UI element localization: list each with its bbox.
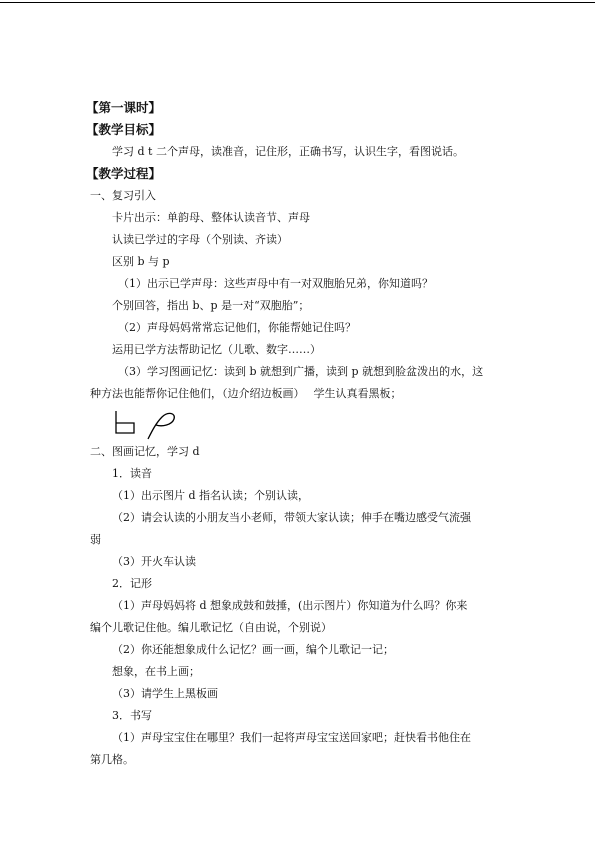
text-line: 2．记形 xyxy=(112,577,152,590)
text-line: 第几格。 xyxy=(90,753,134,766)
text-line: 运用已学方法帮助记忆（儿歌、数字……） xyxy=(112,343,321,356)
section-learn-d: 二、图画记忆，学习 d xyxy=(90,445,200,458)
b-p-sketch-icon xyxy=(112,409,182,441)
text-line: （2）声母妈妈常常忘记他们，你能帮她记住吗？ xyxy=(118,321,356,334)
heading-process: 【教学过程】 xyxy=(86,166,162,181)
board-sketch xyxy=(90,405,505,441)
text-line: （3）开火车认读 xyxy=(112,555,196,568)
heading-lesson-one: 【第一课时】 xyxy=(86,100,162,115)
text-line: 种方法也能帮你记住他们，（边介绍边板画） 学生认真看黑板； xyxy=(90,387,402,400)
text-line: 弱 xyxy=(90,533,101,546)
text-line: 1．读音 xyxy=(112,467,152,480)
text-line: （3）学习图画记忆：读到 b 就想到广播，读到 p 就想到脸盆泼出的水，这 xyxy=(118,365,484,378)
text-line: 个别回答，指出 b、p 是一对“双胞胎”； xyxy=(112,299,310,312)
text-line: （1）声母宝宝住在哪里？我们一起将声母宝宝送回家吧；赶快看书他住在 xyxy=(112,731,471,744)
text-line: （2）请会认读的小朋友当小老师，带领大家认读；伸手在嘴边感受气流强 xyxy=(112,511,471,524)
document-body xyxy=(86,97,505,771)
section-review: 一、复习引入 xyxy=(90,189,156,202)
objective-text: 学习 d t 二个声母，读准音，记住形，正确书写，认识生字，看图说话。 xyxy=(112,145,464,158)
text-line: （1）出示图片 d 指名认读；个别认读， xyxy=(112,489,310,502)
text-line: 3．书写 xyxy=(112,709,152,722)
heading-objectives: 【教学目标】 xyxy=(86,122,162,137)
text-line: （1）出示已学声母：这些声母中有一对双胞胎兄弟，你知道吗？ xyxy=(118,277,433,290)
text-line: （1）声母妈妈将 d 想象成鼓和鼓捶，(出示图片）你知道为什么吗？你来 xyxy=(112,599,468,612)
text-line: 编个儿歌记住他。编儿歌记忆（自由说，个别说） xyxy=(90,621,332,634)
text-line: 卡片出示：单韵母、整体认读音节、声母 xyxy=(112,211,310,224)
text-line: （3）请学生上黑板画 xyxy=(112,687,218,700)
top-rule xyxy=(0,2,595,3)
text-line: 认读已学过的字母（个别读、齐读） xyxy=(112,233,288,246)
text-line: （2）你还能想象成什么记忆？画一画，编个儿歌记一记； xyxy=(112,643,394,656)
text-line: 想象，在书上画； xyxy=(112,665,200,678)
text-line: 区别 b 与 p xyxy=(112,255,170,268)
